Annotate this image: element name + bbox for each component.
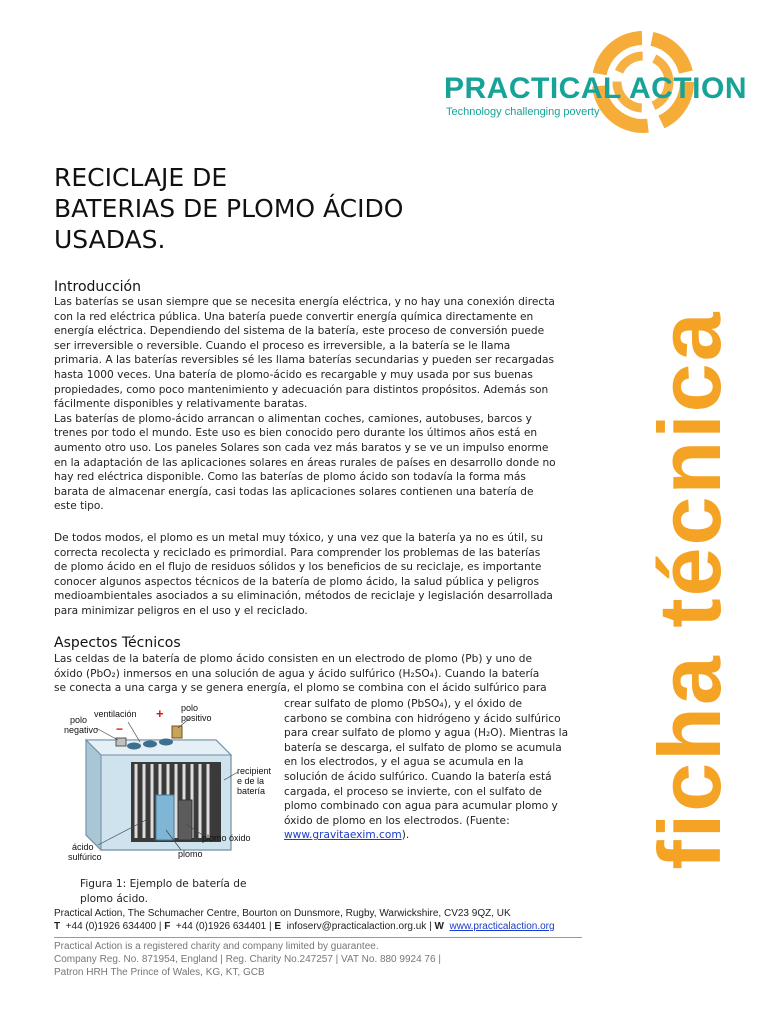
label-plomo-oxido: plomo óxido (202, 833, 251, 843)
text-line: energía eléctrica. Dependiendo del sistema de la batería, este proceso de conversión puede (54, 325, 545, 338)
label-ventilacion: ventilación (94, 709, 137, 719)
text-line: Las baterías se usan siempre que se necesita energía eléctrica, y no hay una conexión directa (54, 296, 555, 308)
text-line: plomo combinado con agua para acumular plomo y (284, 800, 558, 813)
logo-tagline: Technology challenging poverty (446, 106, 600, 118)
text-line: De todos modos, el plomo es un metal muy tóxico, y una vez que la batería ya no es útil, su (54, 532, 544, 544)
tech-paragraph-wrap (284, 697, 594, 843)
label-polo-negativo: polo negativo (64, 715, 99, 735)
text-line: crear sulfato de plomo (PbSO₄), y el óxido de (284, 698, 523, 710)
text-line: solución de ácido sulfúrico. Cuando la batería está (284, 770, 552, 783)
intro-heading: Introducción (54, 279, 141, 295)
text-line: hasta 1000 veces. Una batería de plomo-ácido es recargable y muy usada por sus buenas (54, 368, 533, 381)
practical-action-logo (420, 28, 747, 138)
text-line: ser irreversible o reversible. Cuando el proceso es irreversible, a la batería se le llama (54, 339, 511, 352)
source-link[interactable]: www.gravitaexim.com (284, 829, 402, 842)
legal-line: Patron HRH The Prince of Wales, KG, KT, GCB (54, 967, 265, 978)
text-line: en la adaptación de las aplicaciones solares en áreas rurales de países en desarrollo donde no (54, 456, 556, 469)
intro-paragraph-2 (54, 531, 588, 619)
website-link[interactable]: www.practicalaction.org (449, 921, 555, 932)
title-line: BATERIAS DE PLOMO ÁCIDO (54, 194, 404, 223)
text-line: con la red eléctrica pública. Una batería puede convertir energía química directamente en (54, 310, 534, 323)
label-plomo: plomo (178, 849, 203, 859)
title-line: USADAS. (54, 225, 166, 254)
logo-name: PRACTICAL ACTION (444, 72, 747, 105)
text-line: para minimizar peligros en el uso y el reciclado. (54, 604, 308, 617)
text-line: aumento otro uso. Los paneles Solares son cada vez más baratos y se ve un impulso enorme (54, 441, 549, 454)
text-line: en los electrodos, y el agua se acumula en la (284, 756, 524, 769)
text-line: conocer algunos aspectos técnicos de la batería de plomo ácido, la salud pública y peligros (54, 575, 539, 588)
battery-figure (56, 700, 280, 870)
intro-paragraph-1 (54, 295, 588, 514)
text-line: propiedades, como poco mantenimiento y adecuación para distintos propósitos. Además son (54, 383, 549, 396)
text-line: barata de almacenar energía, casi todas las aplicaciones solares contienen una batería de (54, 485, 534, 498)
text-line: de plomo ácido en el flujo de residuos sólidos y los beneficios de su reciclaje, es importante (54, 561, 542, 574)
tech-paragraph (54, 652, 588, 696)
legal-line: Company Reg. No. 871954, England | Reg. Charity No.247257 | VAT No. 880 9924 76 | (54, 954, 441, 965)
text-line: óxido de plomo en los electrodos. (Fuente: (284, 814, 510, 827)
footer-divider (54, 937, 582, 938)
text-line: fácilmente disponibles y relativamente baratas. (54, 398, 308, 411)
text-line: trenes por todo el mundo. Este uso es bien conocido pero durante los últimos años está en (54, 427, 538, 440)
footer-address: Practical Action, The Schumacher Centre, Bourton on Dunsmore, Rugby, Warwickshire, CV23 9QZ, UK (54, 908, 511, 919)
footer-legal (54, 940, 441, 979)
minus-sign: − (116, 722, 124, 736)
text-line: óxido (PbO₂) inmersos en una solución de agua y ácido sulfúrico (H₂SO₄). Cuando la batería (54, 667, 540, 680)
text-line: para crear sulfato de plomo y agua (H₂O). Mientras la (284, 727, 569, 740)
ficha-tecnica-banner: ficha técnica (640, 310, 739, 870)
label-acido-sulfurico: ácido sulfúrico (68, 842, 102, 862)
source-tail: ). (401, 829, 410, 842)
phone: +44 (0)1926 634400 (65, 921, 157, 932)
label-polo-positivo: polo positivo (181, 703, 212, 723)
email: infoserv@practicalaction.org.uk (286, 921, 427, 932)
label-recipiente: recipient e de la batería (237, 766, 272, 796)
text-line: medioambientales asociados a su eliminación, métodos de reciclaje y legislación desarrollada (54, 590, 553, 603)
text-line: primaria. A las baterías reversibles sé les llama baterías secundarias y pueden ser recargadas (54, 354, 554, 367)
tech-heading: Aspectos Técnicos (54, 635, 181, 651)
legal-line: Practical Action is a registered charity and company limited by guarantee. (54, 941, 379, 952)
source-line (284, 828, 594, 843)
text-line: Las celdas de la batería de plomo ácido consisten en un electrodo de plomo (Pb) y uno de (54, 653, 533, 665)
text-line: carbono se combina con hidrógeno y ácido sulfúrico (284, 712, 561, 725)
text-line: Las baterías de plomo-ácido arrancan o alimentan coches, camiones, autobuses, barcos y (54, 412, 532, 425)
text-line: este tipo. (54, 500, 104, 513)
text-line: hay red eléctrica disponible. Como las baterías de plomo ácido son todavía la forma más (54, 471, 526, 484)
fax: +44 (0)1926 634401 (175, 921, 267, 932)
title-line: RECICLAJE DE (54, 163, 228, 192)
page-title (54, 162, 614, 255)
text-line: se conecta a una carga y se genera energía, el plomo se combina con el ácido sulfúrico para (54, 682, 547, 695)
footer-contacts: T +44 (0)1926 634400 | F +44 (0)1926 634401 | E infoserv@practicalaction.org.uk | W www.practicalaction.org (54, 921, 555, 932)
text-line: cargada, el proceso se invierte, con el sulfato de (284, 785, 542, 798)
text-line: batería se descarga, el sulfato de plomo se acumula (284, 741, 562, 754)
figure-caption: Figura 1: Ejemplo de batería de plomo ácido. (80, 878, 247, 905)
plus-sign: + (156, 706, 164, 721)
text-line: correcta recolecta y reciclado es primordial. Para comprender los problemas de las baterías (54, 546, 541, 559)
